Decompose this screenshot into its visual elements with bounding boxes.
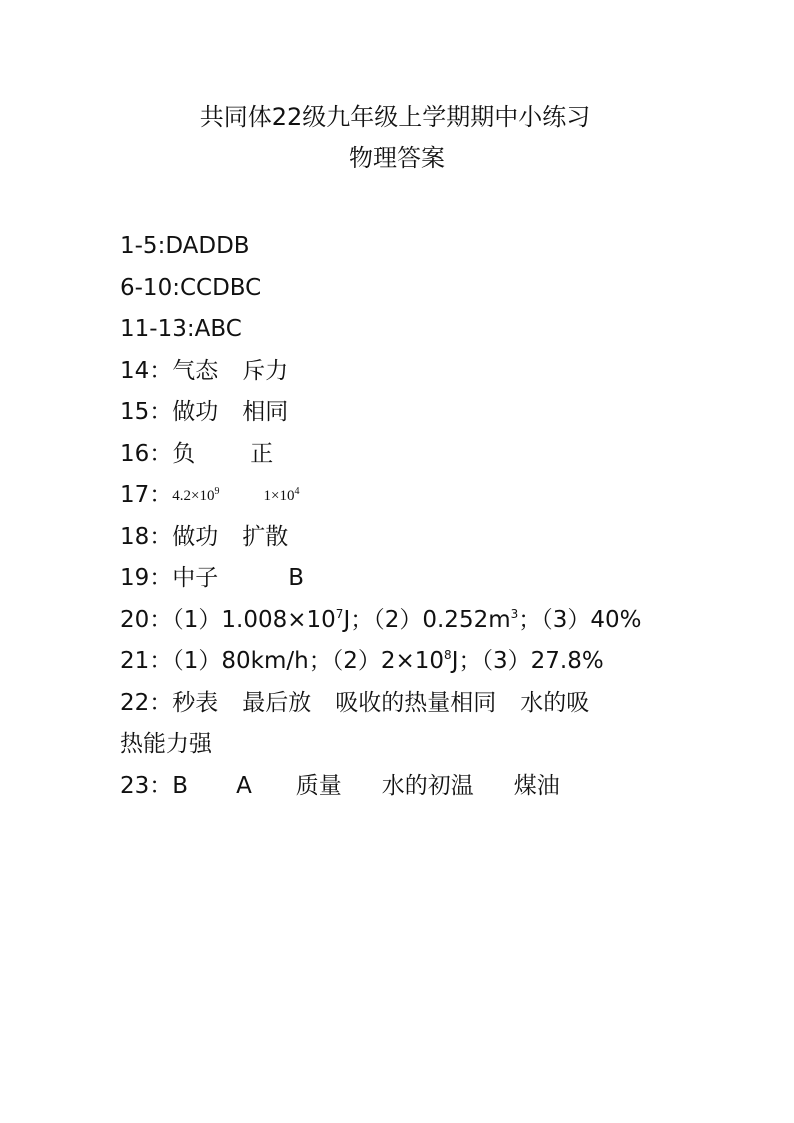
question-number: 16： (120, 440, 173, 467)
answer-list (120, 226, 760, 807)
answer-row-21 (120, 641, 760, 683)
answer-row-19 (120, 558, 760, 600)
page-title: 共同体22级九年级上学期期中小练习 (199, 103, 591, 131)
answer-part: 水的初温 (381, 772, 474, 799)
answer-part: （1）80km/h； (172, 648, 332, 674)
answer-part: （3）27.8% (481, 648, 604, 674)
answer-part: $4.2\times 10^9$ (172, 486, 220, 504)
answer-row-15 (120, 392, 760, 434)
answer-part: 相同 (242, 399, 289, 425)
answer-part: A (236, 772, 252, 799)
answer-row-1-5 (120, 226, 760, 268)
answer-part: $(1)1.008\times 10^7J$； (172, 606, 374, 633)
answer-row-17 (120, 475, 760, 517)
question-number: 22： (120, 689, 173, 716)
answer-part: （3）40% (541, 606, 642, 633)
answer-row-22-continued (120, 724, 760, 766)
answer-text: 1-5:DADDB (120, 233, 250, 259)
answer-part: 扩散 (242, 523, 289, 550)
answer-part: 做功 (172, 399, 219, 425)
answer-text: 6-10:CCDBC (120, 274, 262, 301)
answer-row-23 (120, 766, 760, 808)
answer-part: B (288, 565, 305, 591)
answer-part: $(2)2\times 10^8J$； (331, 648, 482, 674)
answer-part: 水的吸 (520, 689, 590, 716)
question-number: 18： (120, 523, 173, 550)
answer-part: $1\times 10^4$ (263, 486, 300, 504)
question-number: 23： (120, 772, 173, 799)
answer-part: 煤油 (513, 772, 560, 799)
answer-row-11-13 (120, 309, 760, 351)
answer-row-14 (120, 351, 760, 393)
answer-part: 正 (250, 440, 274, 467)
answer-part: 热能力强 (120, 731, 212, 757)
answer-part: 秒表 (172, 689, 219, 716)
answer-part: 吸收的热量相同 (335, 689, 497, 716)
answer-row-6-10 (120, 268, 760, 310)
question-number: 14： (120, 357, 173, 384)
question-number: 15： (120, 399, 173, 425)
answer-text: 11-13:ABC (120, 316, 242, 342)
answer-part: 气态 (172, 357, 219, 384)
question-number: 20： (120, 606, 173, 633)
question-number: 21： (120, 648, 173, 674)
answer-part: 做功 (172, 523, 219, 550)
question-number: 19： (120, 565, 173, 591)
answer-part: 质量 (295, 772, 342, 799)
answer-row-16 (120, 434, 760, 476)
answer-part: $(2)0.252m^3$； (373, 606, 542, 633)
answer-row-20 (120, 600, 760, 642)
question-number: 17： (120, 482, 173, 508)
answer-part: 斥力 (242, 357, 289, 384)
page-subtitle: 物理答案 (349, 144, 445, 172)
answer-part: 负 (172, 440, 196, 467)
answer-part: B (172, 772, 189, 799)
answer-row-22 (120, 683, 760, 725)
answer-row-18 (120, 517, 760, 559)
answer-part: 最后放 (242, 689, 312, 716)
answer-part: 中子 (172, 565, 219, 591)
